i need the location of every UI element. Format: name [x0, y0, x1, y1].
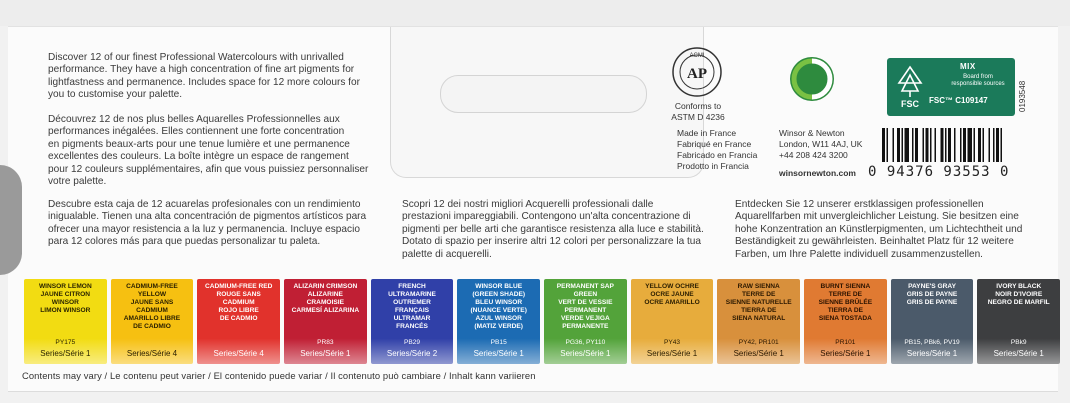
astm-conformance: Conforms to ASTM D 4236: [671, 101, 725, 122]
barcode-bar: [915, 128, 918, 162]
swatch-name: YELLOW OCHRE OCRE JAUNE OCRE AMARILLO: [644, 283, 700, 306]
description-fr: Découvrez 12 de nos plus belles Aquarelles Professionnelles aux performances inégalées. Elles contiennent une forte concentration en pigments beaux-arts pour une tenue lumière et une permanence excellentes des couleurs. La boîte intègre un espace de rangement pour 12 couleurs supplémentaires, afin que vous puissiez personnaliser votre palette.: [48, 114, 369, 188]
barcode-bar: [968, 128, 973, 162]
color-swatch: [284, 279, 367, 364]
swatch-name: BURNT SIENNA TERRE DE SIENNE BRÛLÉE TIERRA DE SIENA TOSTADA: [818, 283, 873, 322]
barcode-bar: [897, 128, 900, 162]
fsc-mix-label: [887, 58, 1015, 116]
svg-text:ACMI: ACMI: [689, 53, 705, 59]
color-swatch: [977, 279, 1060, 364]
svg-text:AP: AP: [687, 66, 707, 82]
swatch-pigment: PR101: [835, 338, 856, 346]
barcode-bar: [912, 128, 914, 162]
barcode-bar: [882, 128, 885, 162]
barcode-bar: [1001, 128, 1003, 162]
swatch-series: Series/Série 1: [993, 349, 1044, 358]
color-swatch: [111, 279, 194, 364]
barcode-bar: [960, 128, 962, 162]
website-link: winsornewton.com: [779, 168, 856, 178]
swatch-series: Series/Série 1: [906, 349, 958, 358]
swatch-pigment: PB15: [490, 338, 507, 346]
acmi-ap-seal-icon: [671, 46, 723, 98]
color-swatch: [631, 279, 714, 364]
barcode-bar: [887, 128, 889, 162]
description-it: Scopri 12 dei nostri migliori Acquerelli professionali dalle prestazioni impareggiabili. Contengono un'alta concentrazione di pigmenti per belle arti che garantisce resistenza alla luce e stabilità. Dotato di spazio per inserire altri 12 colori per personalizzare la tua palette di acquerelli.: [402, 199, 704, 260]
swatch-pigment: PB29: [403, 338, 421, 346]
swatch-name: ALIZARIN CRIMSON ALIZARINE CRAMOISIE CARMESÍ ALIZARINA: [291, 283, 360, 314]
swatch-pigment: PY43: [663, 338, 681, 346]
barcode-bar: [993, 128, 995, 162]
color-swatch-row: [24, 279, 1060, 364]
swatch-pigment: PY175: [55, 338, 76, 346]
barcode-bar: [923, 128, 925, 162]
barcode-digits: 0 94376 93553 0: [868, 164, 1010, 180]
barcode-bar: [978, 128, 981, 162]
barcode-bar: [945, 128, 947, 162]
swatch-name: FRENCH ULTRAMARINE OUTREMER FRANÇAIS ULTRAMAR FRANCÉS: [388, 283, 436, 330]
swatch-pigment: PR83: [317, 338, 334, 346]
color-swatch: [24, 279, 107, 364]
swatch-name: RAW SIENNA TERRE DE SIENNE NATURELLE TIERRA DE SIENA NATURAL: [725, 283, 792, 322]
color-swatch: [717, 279, 800, 364]
swatch-series: Series/Série 1: [40, 349, 91, 358]
barcode-bar: [989, 128, 991, 162]
contents-may-vary-note: Contents may vary / Le contenu peut varier / El contenido puede variar / Il contenuto può cambiare / Inhalt kann variieren: [22, 370, 536, 381]
fsc-tree-icon: [895, 63, 925, 111]
color-swatch: [197, 279, 280, 364]
company-address: Winsor & Newton London, W11 4AJ, UK +44 208 424 3200: [779, 128, 863, 160]
swatch-series: Series/Série 1: [300, 349, 351, 358]
barcode-bar: [926, 128, 929, 162]
green-dot-recycle-icon: [788, 55, 836, 103]
barcode-bar: [974, 128, 976, 162]
fsc-code: FSC™ C109147: [929, 96, 988, 105]
swatch-name: CADMIUM-FREE RED ROUGE SANS CADMIUM ROJO LIBRE DE CADMIO: [204, 283, 273, 322]
swatch-series: Series/Série 1: [560, 349, 611, 358]
barcode-bar: [941, 128, 944, 162]
sku-number: 0193548: [1018, 80, 1027, 112]
barcode-bar: [996, 128, 999, 162]
color-swatch: [544, 279, 627, 364]
barcode-bar: [905, 128, 910, 162]
barcode-bar: [963, 128, 966, 162]
swatch-series: Series/Série 1: [820, 349, 871, 358]
made-in-france: Made in France Fabriqué en France Fabricado en Francia Prodotto in Francia: [677, 128, 758, 171]
barcode-bar: [902, 128, 904, 162]
swatch-pigment: PG36, PY110: [565, 338, 606, 346]
swatch-name: PERMANENT SAP GREEN VERT DE VESSIE PERMANENT VERDE VEJIGA PERMANENTE: [556, 283, 614, 330]
swatch-name: WINSOR LEMON JAUNE CITRON WINSOR LIMON WINSOR: [38, 283, 92, 314]
side-tab: [0, 165, 22, 275]
description-en: Discover 12 of our finest Professional Watercolours with unrivalled performance. They have a high concentration of fine art pigments for lightfastness and permanence. Includes space for 12 more colours for you to customise your palette.: [48, 52, 360, 101]
color-swatch: [804, 279, 887, 364]
barcode-bar: [935, 128, 937, 162]
swatch-series: Series/Série 1: [473, 349, 524, 358]
swatch-name: CADMIUM-FREE YELLOW JAUNE SANS CADMIUM AMARILLO LIBRE DE CADMIO: [123, 283, 181, 330]
swatch-series: Series/Série 4: [126, 349, 178, 358]
color-swatch: [891, 279, 974, 364]
hanger-hole: [440, 75, 647, 113]
package-top-edge: [0, 0, 1070, 26]
description-es: Descubre esta caja de 12 acuarelas profesionales con un rendimiento inigualable. Tienen una alta concentración de pigmentos artísticos para ofrecer una mayor resistencia a la luz y permanencia. Incluye espacio para 12 colores más para que puedas personalizar tu paleta.: [48, 199, 367, 248]
swatch-pigment: PBk9: [1010, 338, 1027, 346]
swatch-name: WINSOR BLUE (GREEN SHADE) BLEU WINSOR (NUANCE VERTE) AZUL WINSOR (MATIZ VERDE): [470, 283, 527, 330]
barcode-bar: [948, 128, 951, 162]
barcode-bar: [954, 128, 956, 162]
fsc-board-text: Board from responsible sources: [951, 74, 1005, 87]
swatch-pigment: PB15, PBk6, PV19: [904, 338, 960, 346]
barcode-bar: [893, 128, 895, 162]
color-swatch: [371, 279, 454, 364]
swatch-series: Series/Série 1: [646, 349, 698, 358]
svg-text:FSC: FSC: [901, 99, 919, 109]
swatch-series: Series/Série 2: [386, 349, 438, 358]
swatch-series: Series/Série 1: [733, 349, 784, 358]
barcode-bar: [983, 128, 985, 162]
swatch-name: PAYNE'S GRAY GRIS DE PAYNE GRIS DE PAYNE: [906, 283, 958, 306]
description-de: Entdecken Sie 12 unserer erstklassigen professionellen Aquarellfarben mit unvergleichlicher Leistung. Sie besitzen eine hohe Konzentration an Künstlerpigmenten, um Lichtechtheit und Beständigkeit zu gewährleisten. Beinhaltet Platz für 12 weitere Farben, um Ihre Palette individuell zusammenzustellen.: [735, 199, 1023, 260]
fsc-mix: MIX: [960, 62, 976, 71]
barcode-bar: [930, 128, 932, 162]
swatch-name: IVORY BLACK NOIR D'IVOIRE NEGRO DE MARFIL: [987, 283, 1050, 306]
swatch-series: Series/Série 4: [213, 349, 264, 358]
swatch-pigment: PY42, PR101: [738, 338, 779, 346]
color-swatch: [457, 279, 540, 364]
